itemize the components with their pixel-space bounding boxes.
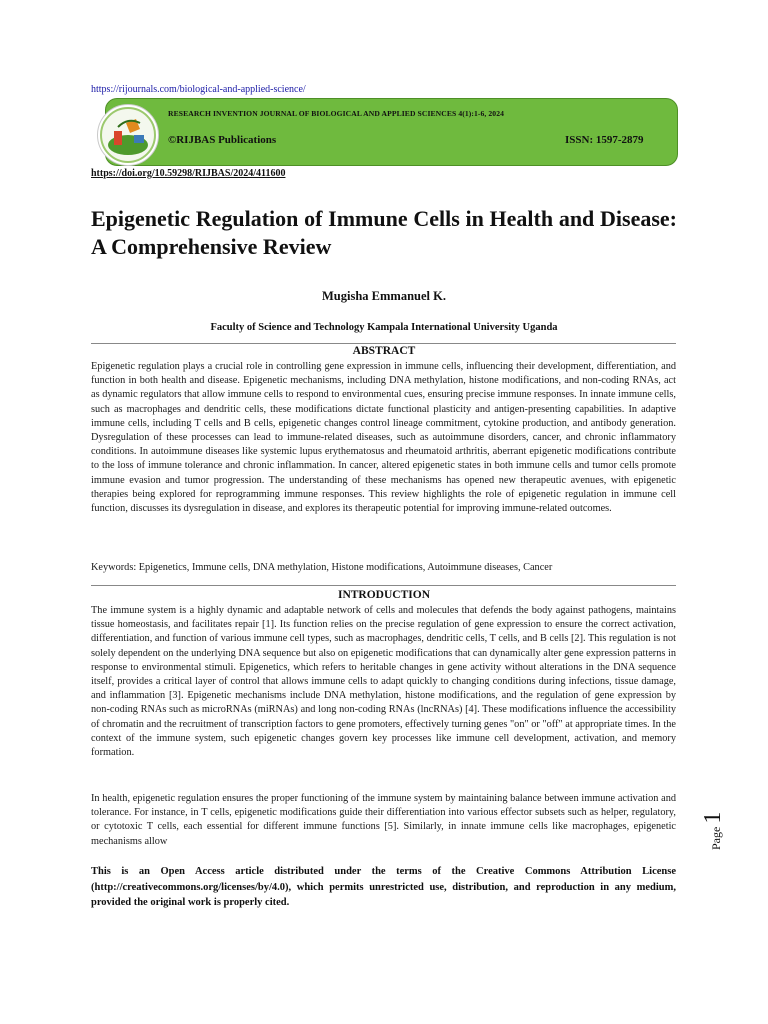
page-word: Page [709, 826, 723, 850]
doi-link[interactable]: https://doi.org/10.59298/RIJBAS/2024/411600 [91, 168, 286, 179]
author-name: Mugisha Emmanuel K. [322, 289, 446, 303]
journal-logo-icon [97, 104, 159, 166]
introduction-paragraph-1: The immune system is a highly dynamic and adaptable network of cells and molecules that defends the body against pathogens, maintains tissue homeostasis, and facilitates repair [1]. Its function relies on the precise regulation of gene expression to ensure the correct activation, differentiation, and function of various immune cell types, such as macrophages, dendritic cells, T cells, and B cells [2]. This regulation is not solely dependent on the underlying DNA sequence but also on epigenetic modifications that can dynamically alter gene expression patterns in response to environmental stimuli. Epigenetics, which refers to heritable changes in gene activity without alterations in the DNA sequence itself, provides a critical layer of control that allows immune cells to adapt quickly to changing conditions during infections, tissue damage, and inflammation [3]. Epigenetic mechanisms include DNA methylation, histone modifications, and the regulation of gene expression by non-coding RNAs such as microRNAs (miRNAs) and long non-coding RNAs (lncRNAs) [4]. These modifications influence the accessibility of chromatin and the recruitment of transcription factors to gene promoters, effectively turning genes "on" or "off" at appropriate times. In the context of the immune system, such epigenetic changes govern key processes like immune cell development, activation, and memory formation. [91, 605, 676, 759]
keywords-line: Keywords: Epigenetics, Immune cells, DNA methylation, Histone modifications, Autoimmune diseases, Cancer [91, 562, 553, 573]
journal-url-link[interactable]: https://rijournals.com/biological-and-applied-science/ [91, 84, 306, 95]
abstract-heading: ABSTRACT [352, 345, 416, 357]
introduction-heading: INTRODUCTION [337, 589, 430, 601]
abstract-text: Epigenetic regulation plays a crucial role in controlling gene expression in immune cells, influencing their development, differentiation, and function in both health and disease. Epigenetic mechanisms, including DNA methylation, histone modifications, and non-coding RNAs, act as dynamic regulators that allow immune cells to respond to environmental cues, ensuring precise immune responses. In innate immune cells, such as macrophages and dendritic cells, these modifications dictate functional plasticity and antigen-presenting capabilities. In adaptive immune cells, including T cells and B cells, epigenetic changes control lineage commitment, cytokine production, and antibody generation. Dysregulation of these processes can lead to immune-related diseases, such as autoimmune disorders, cancer, and chronic inflammatory conditions. In autoimmune diseases like systemic lupus erythematosus and rheumatoid arthritis, aberrant epigenetic modifications contribute to the loss of immune tolerance and chronic inflammation. In cancer, altered epigenetic states in both immune cells and tumor cells promote immune evasion and tumor progression. The understanding of these mechanisms has opened new therapeutic avenues, with epigenetic therapies being explored for reprogramming immune responses. This review highlights the role of epigenetic regulation in immune cell function, discusses its dysregulation in disease, and explores its therapeutic potential for improving immune-related outcomes. [91, 361, 676, 515]
issn-label: ISSN: 1597-2879 [565, 134, 644, 146]
publisher-name: ©RIJBAS Publications [168, 134, 277, 146]
introduction-paragraph-2: In health, epigenetic regulation ensures the proper functioning of the immune system by maintaining balance between immune activation and tolerance. For instance, in T cells, epigenetic modifications guide their differentiation into various effector subsets such as helper, regulatory, or cytotoxic T cells, each essential for different immune functions [5]. Similarly, in innate immune cells like macrophages, epigenetic mechanisms allow [91, 793, 676, 847]
author-affiliation: Faculty of Science and Technology Kampala International University Uganda [210, 322, 558, 333]
article-title: Epigenetic Regulation of Immune Cells in Health and Disease: A Comprehensive Review [91, 206, 677, 259]
page-number: 1 [700, 811, 726, 824]
abstract-top-divider [91, 343, 676, 344]
journal-banner [105, 98, 678, 166]
journal-name: RESEARCH INVENTION JOURNAL OF BIOLOGICAL AND APPLIED SCIENCES 4(1):1-6, 2024 [168, 109, 505, 118]
page-number-label [700, 790, 740, 850]
open-access-license-text: This is an Open Access article distributed under the terms of the Creative Commons Attribution License (http://creativecommons.org/licenses/by/4.0), which permits unrestricted use, distribution, and reproduction in any medium, provided the original work is properly cited. [91, 866, 676, 908]
abstract-bottom-divider [91, 585, 676, 586]
